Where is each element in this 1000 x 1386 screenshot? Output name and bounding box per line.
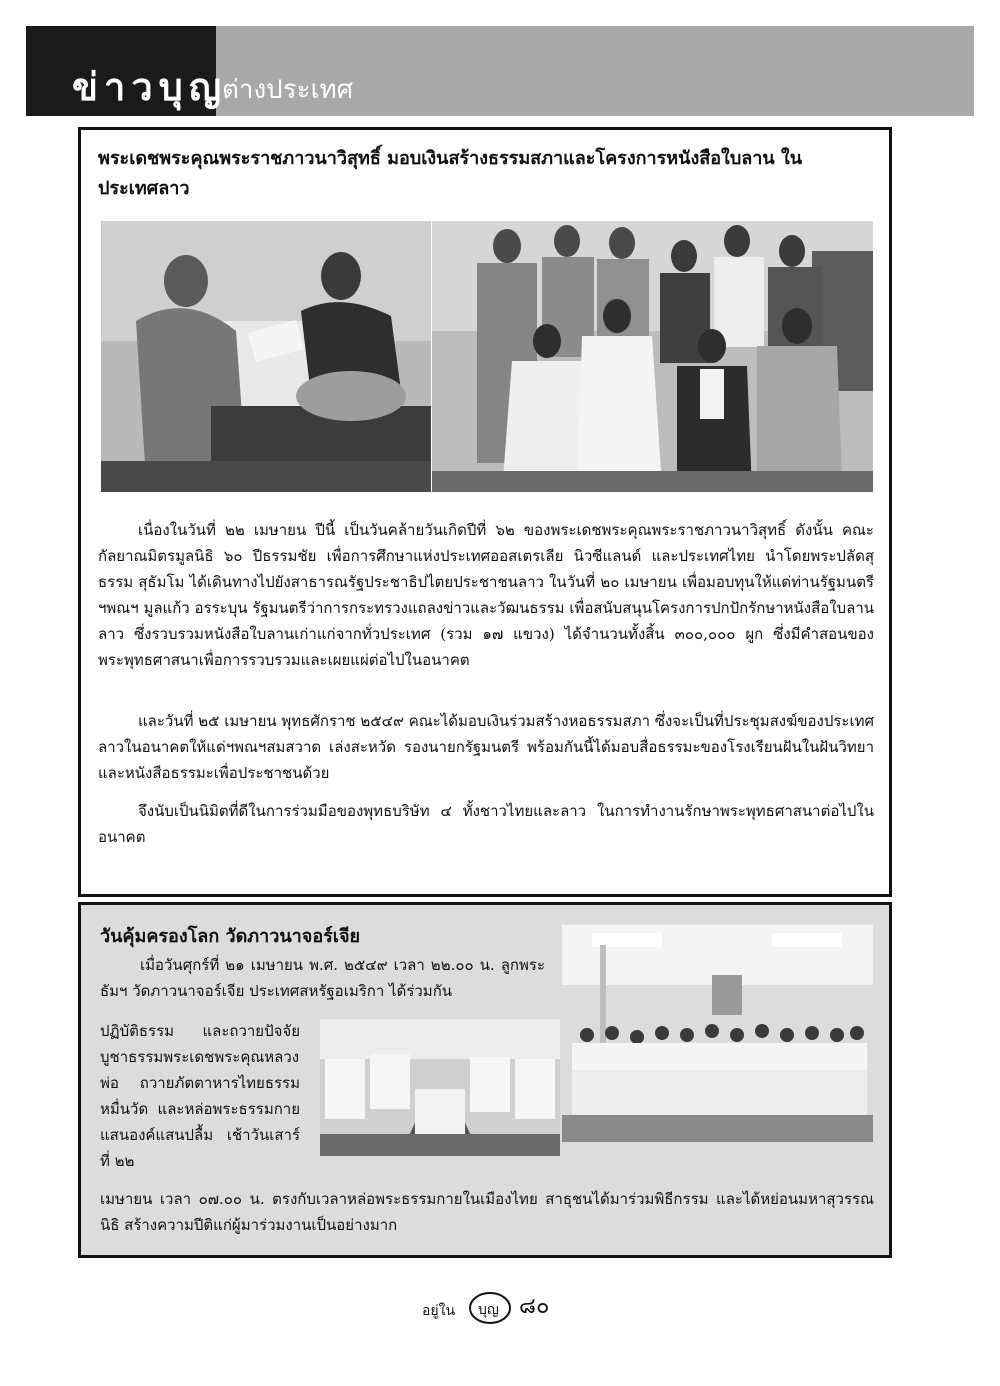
photo-offering-ceremony [320, 1019, 560, 1156]
photo-group-portrait [432, 221, 873, 492]
article-2-text-bottom: เมษายน เวลา ๐๗.๐๐ น. ตรงกับเวลาหล่อพระธรรมกายในเมืองไทย สาธุชนได้มาร่วมพิธีกรรม และได้หย่อนมหาสุวรรณนิธิ สร้างความปีติแก่ผู้มาร่วมงานเป็นอย่างมาก [100, 1190, 874, 1234]
article-2-text-top: เมื่อวันศุกร์ที่ ๒๑ เมษายน พ.ศ. ๒๕๔๙ เวลา ๒๒.๐๐ น. ลูกพระธัมฯ วัดภาวนาจอร์เจีย ประเทศสหรัฐอเมริกา ได้ร่วมกัน [100, 956, 545, 1000]
article-1-paragraph-1: เนื่องในวันที่ ๒๒ เมษายน ปีนี้ เป็นวันคล้ายวันเกิดปีที่ ๖๒ ของพระเดชพระคุณพระราชภาวนาวิสุทธิ์ ดังนั้น คณะกัลยาณมิตรมูลนิธิ ๖๐ ปีธรรมชัย เพื่อการศึกษาแห่งประเทศออสเตรเลีย นิวซีแลนด์ และประเทศไทย นำโดยพระปลัดสุธรรม สุธัมโม ได้เดินทางไปยังสาธารณรัฐประชาธิปไตยประชาชนลาว ในวันที่ ๒๐ เมษายน เพื่อมอบทุนให้แด่ท่านรัฐมนตรีฯพณฯ มูลแก้ว อรระบุน รัฐมนตรีว่าการกระทรวงแถลงข่าวและวัฒนธรรม เพื่อสนับสนุนโครงการปกปักรักษาหนังสือใบลานลาว ซึ่งรวบรวมหนังสือใบลานเก่าแก่จากทั่วประเทศ (รวม ๑๗ แขวง) ได้จำนวนทั้งสิ้น ๓๐๐,๐๐๐ ผูก ซึ่งมีคำสอนของพระพุทธศาสนาเพื่อการรวบรวมและเผยแผ่ต่อไปในอนาคต [98, 521, 874, 669]
article-1-paragraph-3: จึงนับเป็นนิมิตที่ดีในการร่วมมือของพุทธบริษัท ๔ ทั้งชาวไทยและลาว ในการทำงานรักษาพระพุทธศาสนาต่อไปในอนาคต [98, 802, 874, 846]
article-2-text-left: ปฏิบัติธรรม และถวายปัจจัยบูชาธรรมพระเดชพระคุณหลวงพ่อ ถวายภัตตาหารไทยธรรมหมื่นวัด และหล่อพระธรรมกายแสนองค์แสนปลื้ม เช้าวันเสาร์ ที่ ๒๒ [100, 1022, 300, 1170]
article-1-paragraph-2: และวันที่ ๒๕ เมษายน พุทธศักราช ๒๕๔๙ คณะได้มอบเงินร่วมสร้างหอธรรมสภา ซึ่งจะเป็นที่ประชุมสงฆ์ของประเทศลาวในอนาคตให้แด่ฯพณฯสมสวาด เล่งสะหวัด รองนายกรัฐมนตรี พร้อมกันนี้ได้มอบสื่อธรรมะของโรงเรียนฝันในฝันวิทยาและหนังสือธรรมะเพื่อประชาชนด้วย [98, 712, 874, 782]
photo-meditation-hall-group [562, 925, 873, 1142]
article-2-headline: วันคุ้มครองโลก วัดภาวนาจอร์เจีย [100, 926, 361, 947]
magazine-logo [420, 1290, 516, 1326]
photo-handover-ceremony [101, 221, 431, 492]
svg-text:บุญ: บุญ [478, 1302, 499, 1318]
svg-text:อยู่ใน: อยู่ใน [422, 1303, 456, 1319]
article-1-headline: พระเดชพระคุณพระราชภาวนาวิสุทธิ์ มอบเงินสร้างธรรมสภาและโครงการหนังสือใบลาน ในประเทศลาว [98, 148, 803, 199]
section-title: ข่าวบุญ [72, 65, 228, 109]
page-number: ๘๐ [519, 1294, 550, 1319]
section-subtitle: ต่างประเทศ [222, 75, 354, 105]
